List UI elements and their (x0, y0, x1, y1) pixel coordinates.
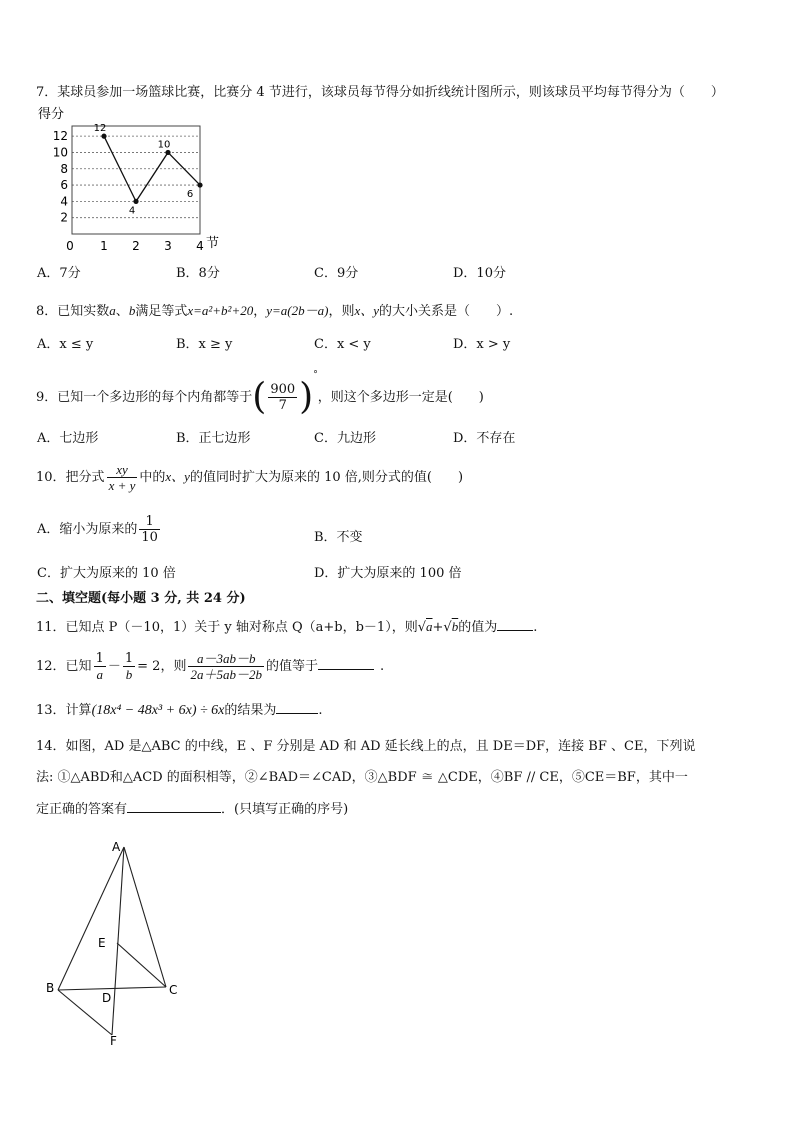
q9-fraction-denominator: 7 (278, 398, 287, 413)
q14-answer-blank[interactable] (127, 800, 221, 813)
q12-text-a: 已知 (65, 659, 92, 674)
q13-answer-blank[interactable] (276, 701, 318, 714)
q8-equation-2: y=a(2b－a) (266, 303, 329, 318)
label-b: B (46, 981, 55, 995)
q11-sqrt-a-radicand: a (426, 619, 433, 634)
section-fill-in-blank-title: 二、填空题(每小题 3 分, 共 24 分) (36, 591, 246, 606)
chart-y-axis-label: 得分 (38, 107, 65, 122)
q10-option-a-denominator: 10 (141, 530, 158, 545)
q7-line-chart (36, 102, 236, 258)
q10-option-b[interactable]: B．不变 (314, 530, 363, 545)
q13-text-b: 的结果为 (224, 703, 277, 718)
q8-number: 8． (36, 304, 58, 319)
q11-sqrt-a: √a (417, 619, 433, 635)
q12-fraction-2 (123, 651, 135, 682)
q8-stem (36, 302, 513, 321)
q11-end: . (533, 620, 538, 635)
q10-option-a-numerator: 1 (139, 514, 160, 530)
x-tick-label: 2 (132, 239, 140, 253)
q14-text-line-3a: 定正确的答案有 (36, 802, 128, 817)
q9-degree: ° (313, 370, 318, 380)
label-d: D (102, 991, 112, 1005)
q9-option-c[interactable]: C．九边形 (314, 431, 376, 446)
x-tick-label: 3 (164, 239, 172, 253)
q12-stem (36, 651, 384, 682)
x-tick-label: 0 (66, 239, 74, 253)
q11-stem (36, 618, 537, 637)
q12-end: . (379, 659, 385, 674)
q9-paren-left: ( (252, 376, 267, 418)
q11-sqrt-b: √b (443, 619, 459, 635)
y-tick-label: 10 (52, 145, 68, 160)
chart-data-point (165, 150, 170, 155)
q8-var-b: b (128, 303, 136, 318)
q7-number: 7． (36, 85, 58, 100)
segment-ac (124, 847, 166, 987)
q14-triangle-figure (36, 835, 196, 1050)
q12-fraction-3-denominator: 2a＋5ab－2b (190, 667, 262, 682)
q12-text-c: 的值等于 (265, 659, 318, 674)
q11-plus: + (432, 620, 444, 635)
chart-data-point (133, 199, 138, 204)
q10-option-a-fraction (139, 514, 160, 545)
q10-text-b: 中的 (139, 470, 166, 485)
q10-option-a-text: A．缩小为原来的 (37, 522, 138, 537)
q10-fraction-denominator: x + y (108, 478, 136, 493)
q11-sqrt-b-radicand: b (451, 619, 459, 634)
label-e: E (98, 936, 106, 950)
q12-fraction-2-denominator: b (125, 667, 133, 682)
q8-text-a: 已知实数 (57, 304, 110, 319)
q9-text-b: ，则这个多边形一定是( ) (317, 390, 484, 405)
q12-minus: － (107, 659, 121, 674)
q8-option-d[interactable]: D．x > y (453, 337, 511, 352)
segment-af (112, 847, 124, 1035)
label-a: A (112, 840, 121, 854)
chart-grid (72, 136, 200, 218)
q11-number: 11． (36, 620, 66, 635)
q10-stem (36, 462, 463, 493)
q12-fraction-1 (94, 651, 106, 682)
q10-text-a: 把分式 (65, 470, 105, 485)
q7-option-d[interactable]: D．10分 (453, 266, 506, 281)
label-f: F (110, 1034, 117, 1048)
label-c: C (169, 983, 178, 997)
segment-bc (58, 987, 166, 990)
q8-option-c[interactable]: C．x < y (314, 337, 371, 352)
chart-series (94, 123, 203, 216)
q9-paren-right: ) (299, 376, 314, 418)
q7-option-a[interactable]: A．7分 (37, 266, 81, 281)
q8-text-b: 满足等式 (135, 304, 188, 319)
q12-answer-blank[interactable] (318, 657, 374, 670)
q12-fraction-2-numerator: 1 (124, 651, 134, 666)
q9-number: 9． (36, 390, 58, 405)
q8-equation-1: x=a²+b²+20 (187, 303, 254, 318)
q8-option-b[interactable]: B．x ≥ y (176, 337, 233, 352)
q8-sep: 、 (115, 304, 129, 319)
q10-option-a[interactable] (37, 514, 162, 545)
q14-number: 14． (36, 739, 66, 754)
q10-option-d[interactable]: D．扩大为原来的 100 倍 (314, 566, 462, 581)
q14-line-1 (36, 738, 695, 756)
q8-comma: ， (253, 304, 267, 319)
q10-option-c[interactable]: C．扩大为原来的 10 倍 (37, 566, 176, 581)
q9-option-a[interactable]: A．七边形 (37, 431, 99, 446)
q12-fraction-3-numerator: a－3ab－b (188, 651, 264, 667)
q13-stem (36, 701, 323, 720)
chart-data-label: 12 (93, 123, 107, 135)
y-tick-label: 2 (60, 210, 68, 225)
chart-data-point (101, 134, 106, 139)
y-tick-label: 12 (52, 129, 68, 144)
q10-xy: x、y (165, 469, 190, 484)
q12-fraction-3 (188, 651, 264, 682)
q9-fraction (268, 382, 297, 413)
q9-stem (36, 366, 484, 416)
q9-option-b[interactable]: B．正七边形 (176, 431, 251, 446)
chart-data-point (197, 182, 202, 187)
chart-x-axis-label: 节 (206, 236, 220, 251)
q13-expression: (18x⁴ − 48x³ + 6x) ÷ 6x (91, 703, 225, 718)
q9-fraction-numerator: 900 (270, 382, 296, 397)
q11-text-a: 已知点 P（－10，1）关于 y 轴对称点 Q（a+b，b－1），则 (65, 620, 418, 635)
q14-line-3 (36, 800, 348, 819)
q12-text-b: ，则 (160, 659, 187, 674)
q9-text-a: 已知一个多边形的每个内角都等于 (57, 390, 253, 405)
q9-option-d[interactable]: D．不存在 (453, 431, 516, 446)
q8-xy: x、y (354, 303, 379, 318)
y-tick-label: 8 (60, 161, 68, 176)
q12-number: 12． (36, 659, 66, 674)
q7-option-c[interactable]: C．9分 (314, 266, 359, 281)
q12-fraction-1-numerator: 1 (95, 651, 104, 666)
x-tick-label: 1 (100, 239, 108, 253)
q12-equals: = 2 (137, 659, 161, 674)
q13-end: . (318, 703, 323, 718)
q8-text-c: ，则 (328, 304, 355, 319)
q10-number: 10． (36, 470, 66, 485)
q7-option-b[interactable]: B．8分 (176, 266, 220, 281)
q11-answer-blank[interactable] (497, 618, 533, 631)
q14-text-line-3b: ．(只填写正确的序号) (221, 802, 349, 817)
q8-text-d: 的大小关系是（ ）. (379, 304, 514, 319)
chart-data-label: 4 (128, 205, 136, 217)
q10-fraction (107, 462, 138, 493)
segment-ce (117, 943, 166, 987)
y-tick-label: 6 (60, 178, 68, 193)
q10-text-c: 的值同时扩大为原来的 10 倍,则分式的值( ) (189, 470, 464, 485)
q13-text-a: 计算 (65, 703, 92, 718)
x-tick-label: 4 (196, 239, 204, 253)
q8-option-a[interactable]: A．x ≤ y (37, 337, 94, 352)
segment-ab (58, 847, 124, 990)
q8-var-a: a (109, 303, 116, 318)
q14-line-2: 法: ①△ABD和△ACD 的面积相等，②∠BAD＝∠CAD，③△BDF ≅ △CDE，④BF // CE，⑤CE＝BF，其中一 (36, 770, 688, 785)
q12-fraction-1-denominator: a (96, 667, 103, 682)
q14-text-line-1: 如图，AD 是△ABC 的中线，E 、F 分别是 AD 和 AD 延长线上的点，且 DE＝DF，连接 BF 、CE，下列说 (65, 739, 696, 754)
chart-data-label: 6 (186, 189, 194, 201)
y-tick-label: 4 (60, 194, 68, 209)
q13-number: 13． (36, 703, 66, 718)
q11-text-b: 的值为 (458, 620, 498, 635)
q7-text: 某球员参加一场篮球比赛，比赛分 4 节进行，该球员每节得分如折线统计图所示，则该球员平均每节得分为（ ） (57, 85, 724, 100)
q7-stem (36, 84, 724, 102)
q10-fraction-numerator: xy (107, 462, 138, 478)
chart-data-label: 10 (157, 139, 171, 151)
